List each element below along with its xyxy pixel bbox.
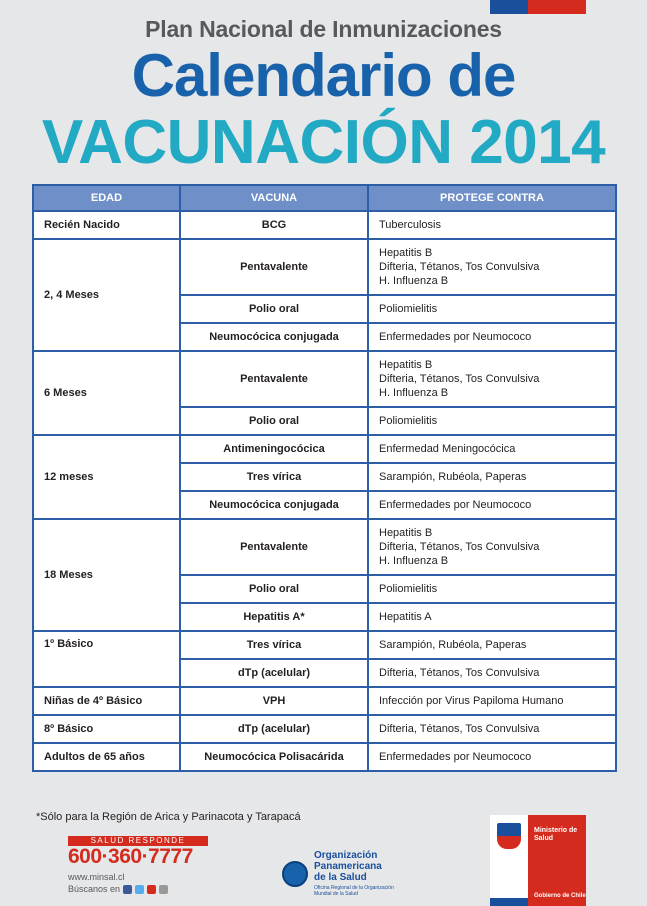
flag-blue-stripe (490, 0, 528, 14)
protects-cell: Hepatitis B Difteria, Tétanos, Tos Convulsiva H. Influenza B (368, 351, 616, 407)
age-cell: Niñas de 4º Básico (33, 687, 180, 715)
table-header-row (33, 185, 616, 211)
protects-cell: Enfermedad Meningocócica (368, 435, 616, 463)
table-row (33, 631, 616, 659)
ops-logo (282, 850, 409, 897)
age-cell: 18 Meses (33, 519, 180, 631)
protects-cell: Poliomielitis (368, 407, 616, 435)
title-line-2: VACUNACIÓN 2014 (41, 108, 606, 177)
title-line-1: Calendario de (131, 42, 516, 109)
youtube-icon[interactable] (147, 885, 156, 894)
vaccine-cell: Antimeningocócica (180, 435, 368, 463)
protects-cell: Enfermedades por Neumococo (368, 491, 616, 519)
vaccine-cell: Neumocócica conjugada (180, 323, 368, 351)
ops-subtitle: Oficina Regional de la Organización Mundial de la Salud (314, 885, 394, 897)
protects-cell: Hepatitis B Difteria, Tétanos, Tos Convulsiva H. Influenza B (368, 519, 616, 575)
facebook-icon[interactable] (123, 885, 132, 894)
protects-cell: Difteria, Tétanos, Tos Convulsiva (368, 659, 616, 687)
ministerio-logo (490, 815, 586, 906)
vaccine-cell: Tres vírica (180, 463, 368, 491)
vaccine-cell: BCG (180, 211, 368, 239)
vaccine-cell: VPH (180, 687, 368, 715)
vaccine-cell: Pentavalente (180, 519, 368, 575)
flickr-icon[interactable] (159, 885, 168, 894)
protects-cell: Sarampión, Rubéola, Paperas (368, 463, 616, 491)
header-edad: EDAD (33, 185, 180, 211)
chile-coat-of-arms-icon (497, 823, 521, 849)
table-row (33, 351, 616, 407)
table-row (33, 239, 616, 295)
vaccine-cell: Tres vírica (180, 631, 368, 659)
ops-name: Organización Panamericana de la Salud (314, 850, 382, 883)
gobierno-label: Gobierno de Chile (534, 893, 586, 899)
vaccine-cell: Polio oral (180, 407, 368, 435)
vaccine-cell: Pentavalente (180, 351, 368, 407)
salud-responde-label: SALUD RESPONDE (68, 836, 208, 846)
footnote: *Sólo para la Región de Arica y Parinacota y Tarapacá (36, 811, 301, 823)
table-row (33, 715, 616, 743)
minsal-website-link[interactable]: www.minsal.cl (68, 872, 125, 882)
social-links (68, 884, 208, 894)
vaccine-cell: Polio oral (180, 295, 368, 323)
table-row (33, 435, 616, 463)
protects-cell: Hepatitis B Difteria, Tétanos, Tos Convulsiva H. Influenza B (368, 239, 616, 295)
vaccine-cell: Neumocócica conjugada (180, 491, 368, 519)
ops-globe-icon (282, 861, 308, 887)
protects-cell: Tuberculosis (368, 211, 616, 239)
age-cell: 8º Básico (33, 715, 180, 743)
vaccine-cell: Hepatitis A* (180, 603, 368, 631)
protects-cell: Hepatitis A (368, 603, 616, 631)
table-row (33, 743, 616, 771)
protects-cell: Difteria, Tétanos, Tos Convulsiva (368, 715, 616, 743)
find-us-label: Búscanos en (68, 884, 121, 894)
header-vacuna: VACUNA (180, 185, 368, 211)
protects-cell: Infección por Virus Papiloma Humano (368, 687, 616, 715)
vaccination-table (32, 184, 617, 772)
age-cell: Adultos de 65 años (33, 743, 180, 771)
ministerio-name: Ministerio de Salud (534, 827, 578, 842)
vaccine-cell: Polio oral (180, 575, 368, 603)
age-cell: 12 meses (33, 435, 180, 519)
table-row (33, 211, 616, 239)
age-cell: 2, 4 Meses (33, 239, 180, 351)
vaccine-cell: Neumocócica Polisacárida (180, 743, 368, 771)
plan-subtitle: Plan Nacional de Inmunizaciones (145, 16, 502, 42)
protects-cell: Poliomielitis (368, 295, 616, 323)
flag-red-stripe (528, 0, 586, 14)
age-cell: 6 Meses (33, 351, 180, 435)
vaccine-cell: dTp (acelular) (180, 659, 368, 687)
header-protege-contra: PROTEGE CONTRA (368, 185, 616, 211)
protects-cell: Poliomielitis (368, 575, 616, 603)
protects-cell: Enfermedades por Neumococo (368, 743, 616, 771)
age-cell: Recién Nacido (33, 211, 180, 239)
salud-responde-block (68, 836, 208, 894)
protects-cell: Sarampión, Rubéola, Paperas (368, 631, 616, 659)
table-row (33, 519, 616, 575)
table-row (33, 687, 616, 715)
salud-responde-phone: 600·360·7777 (68, 845, 193, 868)
age-cell: 1º Básico (33, 631, 180, 687)
twitter-icon[interactable] (135, 885, 144, 894)
vaccine-cell: Pentavalente (180, 239, 368, 295)
protects-cell: Enfermedades por Neumococo (368, 323, 616, 351)
vaccine-cell: dTp (acelular) (180, 715, 368, 743)
